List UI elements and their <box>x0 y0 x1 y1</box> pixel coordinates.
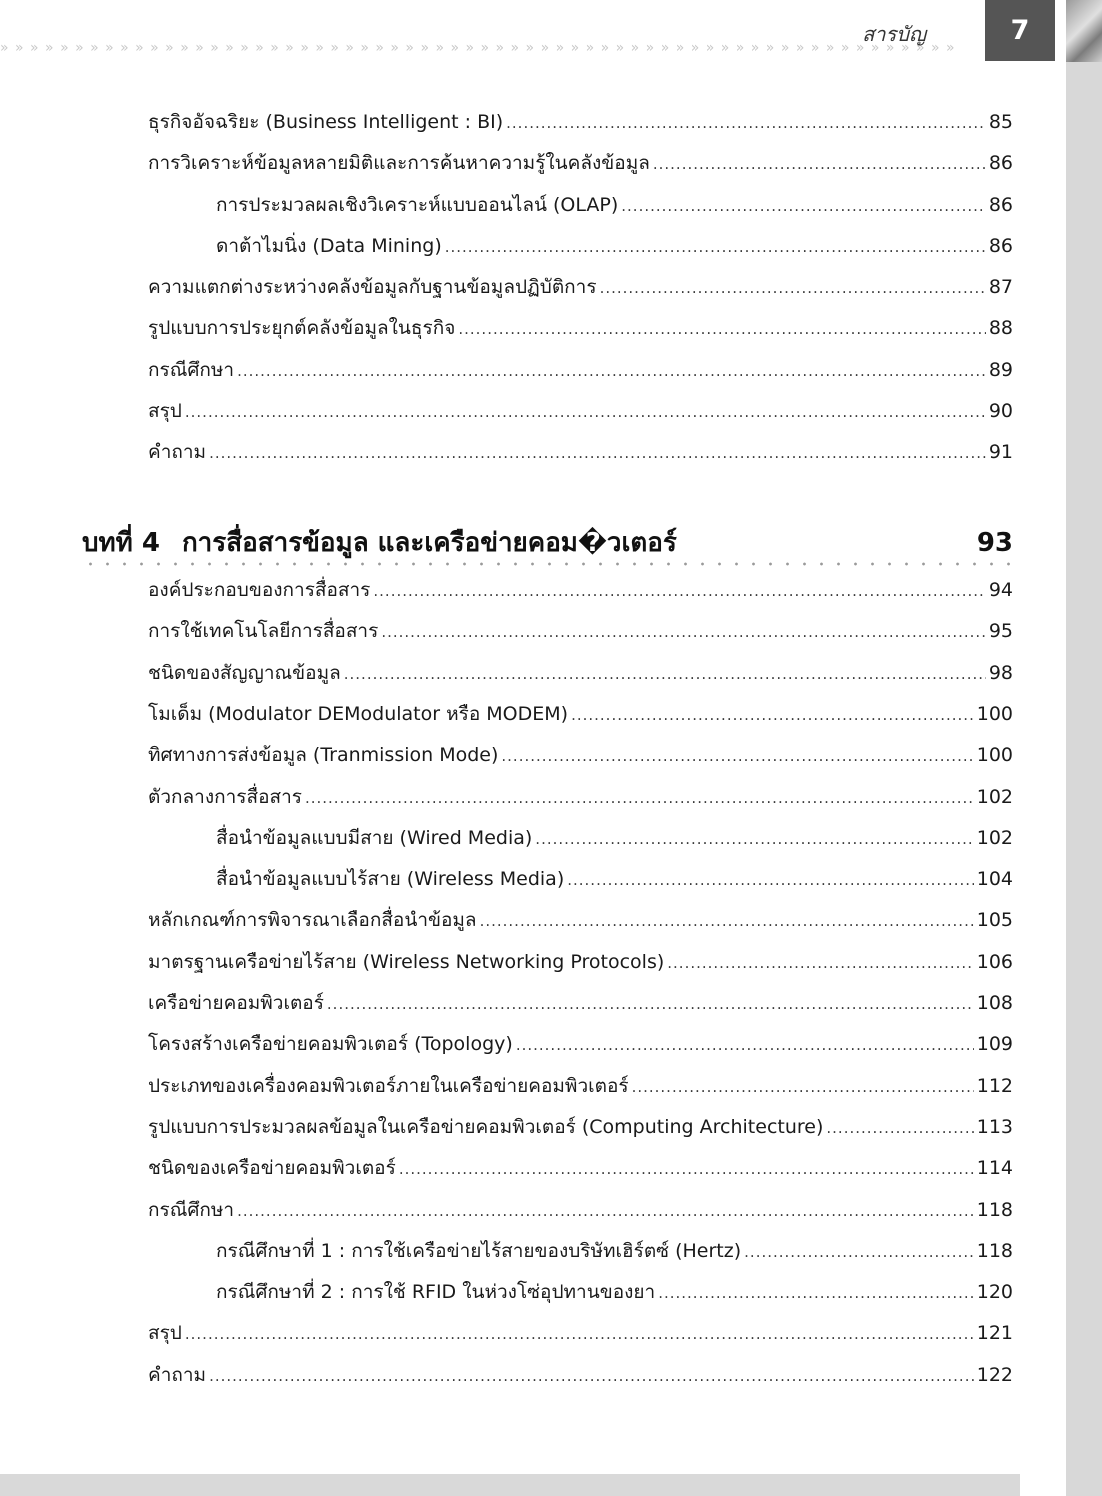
toc-entry[interactable] <box>148 616 1013 646</box>
entry-page-number: 120 <box>976 1281 1013 1304</box>
entry-title: มาตรฐานเครือข่ายไร้สาย (Wireless Networking Protocols) <box>148 950 665 973</box>
entry-page-number: 100 <box>976 744 1013 767</box>
entry-title: เครือข่ายคอมพิวเตอร์ <box>148 992 324 1014</box>
toc-entry[interactable] <box>148 1153 1013 1183</box>
toc-entry[interactable] <box>148 107 1013 137</box>
toc-entry[interactable] <box>148 313 1013 343</box>
entry-page-number: 122 <box>976 1363 1013 1386</box>
entry-page-number: 98 <box>988 661 1013 684</box>
entry-title: ตัวกลางการสื่อสาร <box>148 785 302 808</box>
dot-leader <box>621 191 986 221</box>
entry-title: คำถาม <box>148 441 207 463</box>
toc-entry[interactable] <box>148 740 1013 770</box>
entry-title: หลักเกณฑ์การพิจารณาเลือกสื่อนำข้อมูล <box>148 909 477 932</box>
entry-page-number: 100 <box>976 702 1013 725</box>
chapter-dotted-rule <box>82 562 1013 566</box>
chapter-title: การสื่อสารข้อมูล และเครือข่ายคอม�วเตอร์ <box>181 528 677 558</box>
bottom-bar <box>0 1474 1020 1496</box>
entry-title: โครงสร้างเครือข่ายคอมพิวเตอร์ (Topology) <box>148 1033 513 1056</box>
dot-leader <box>826 1113 973 1143</box>
dot-leader <box>458 314 985 344</box>
entry-page-number: 113 <box>976 1115 1013 1138</box>
entry-title: การประมวลผลเชิงวิเคราะห์แบบออนไลน์ (OLAP) <box>216 193 619 216</box>
toc-entry[interactable] <box>148 905 1013 935</box>
toc-entry[interactable] <box>148 355 1013 385</box>
entry-page-number: 102 <box>976 785 1013 808</box>
entry-page-number: 89 <box>988 358 1013 381</box>
entry-page-number: 121 <box>976 1322 1013 1345</box>
entry-page-number: 105 <box>976 909 1013 932</box>
entry-title: สรุป <box>148 399 182 422</box>
dot-leader <box>506 108 986 138</box>
entry-title: ความแตกต่างระหว่างคลังข้อมูลกับฐานข้อมูลปฏิบัติการ <box>148 276 597 298</box>
entry-page-number: 118 <box>976 1198 1013 1221</box>
dot-leader <box>501 741 973 771</box>
entry-title: ชนิดของสัญญาณข้อมูล <box>148 661 341 684</box>
dot-leader <box>632 1072 974 1102</box>
entry-page-number: 109 <box>976 1033 1013 1056</box>
toc-entry[interactable] <box>148 1071 1013 1101</box>
dot-leader <box>237 356 986 386</box>
entry-title: ทิศทางการส่งข้อมูล (Tranmission Mode) <box>148 744 499 767</box>
entry-page-number: 87 <box>988 276 1013 298</box>
entry-title: รูปแบบการประมวลผลข้อมูลในเครือข่ายคอมพิวเตอร์ (Computing Architecture) <box>148 1115 824 1138</box>
entry-title: ประเภทของเครื่องคอมพิวเตอร์ภายในเครือข่ายคอมพิวเตอร์ <box>148 1074 629 1097</box>
toc-subentry[interactable] <box>216 1236 1013 1266</box>
entry-title: สื่อนำข้อมูลแบบไร้สาย (Wireless Media) <box>216 868 565 891</box>
toc-subentry[interactable] <box>216 1277 1013 1307</box>
toc-entry[interactable] <box>148 782 1013 812</box>
entry-page-number: 86 <box>988 193 1013 216</box>
dot-leader <box>445 232 986 262</box>
dot-leader <box>658 1278 974 1308</box>
entry-page-number: 118 <box>976 1239 1013 1262</box>
toc-subentry[interactable] <box>216 231 1013 261</box>
dot-leader <box>237 1196 974 1226</box>
entry-title: กรณีศึกษาที่ 2 : การใช้ RFID ในห่วงโซ่อุปทานของยา <box>216 1281 656 1304</box>
chapter-heading[interactable] <box>82 522 1013 562</box>
dot-leader <box>600 273 986 303</box>
entry-page-number: 102 <box>976 826 1013 849</box>
toc-entry[interactable] <box>148 148 1013 178</box>
dot-leader <box>185 1319 974 1349</box>
entry-page-number: 95 <box>988 620 1013 643</box>
entry-page-number: 86 <box>988 234 1013 257</box>
toc-entry[interactable] <box>148 658 1013 688</box>
right-margin-strip <box>1066 0 1102 1496</box>
toc-entry[interactable] <box>148 575 1013 605</box>
entry-page-number: 106 <box>976 950 1013 973</box>
dot-leader <box>516 1030 974 1060</box>
chapter-number: บทที่ 4 <box>82 528 160 558</box>
toc-entry[interactable] <box>148 988 1013 1018</box>
entry-title: กรณีศึกษา <box>148 358 235 381</box>
toc-subentry[interactable] <box>216 190 1013 220</box>
entry-page-number: 85 <box>988 111 1013 133</box>
dot-leader <box>571 700 974 730</box>
entry-title: กรณีศึกษาที่ 1 : การใช้เครือข่ายไร้สายของบริษัทเฮิร์ตซ์ (Hertz) <box>216 1239 742 1262</box>
entry-page-number: 86 <box>988 152 1013 175</box>
chapter-page: 93 <box>976 528 1013 558</box>
toc-entry[interactable] <box>148 1318 1013 1348</box>
corner-photo <box>1066 0 1102 62</box>
header-arrow-pattern: » » » » » » » » » » » » » » » » » » » » » » » » » » » » » » » » » » » » » » » » » » » » » » » » » » » » » » » » » » » » » » » » <box>0 40 956 56</box>
page-number-box <box>985 0 1055 61</box>
entry-page-number: 104 <box>976 868 1013 891</box>
entry-page-number: 108 <box>976 992 1013 1014</box>
toc-entry[interactable] <box>148 396 1013 426</box>
entry-title: องค์ประกอบของการสื่อสาร <box>148 579 371 601</box>
dot-leader <box>399 1154 974 1184</box>
entry-title: สื่อนำข้อมูลแบบมีสาย (Wired Media) <box>216 826 533 849</box>
page-number: 7 <box>1010 15 1030 46</box>
entry-title: การวิเคราะห์ข้อมูลหลายมิติและการค้นหาความรู้ในคลังข้อมูล <box>148 152 650 175</box>
section-label: สารบัญ <box>862 22 926 46</box>
dot-leader <box>185 397 986 427</box>
entry-page-number: 112 <box>976 1074 1013 1097</box>
dot-leader <box>653 149 986 179</box>
toc-entry[interactable] <box>148 1029 1013 1059</box>
entry-title: คำถาม <box>148 1363 207 1386</box>
toc-entry[interactable] <box>148 699 1013 729</box>
entry-page-number: 88 <box>988 317 1013 340</box>
entry-title: ดาต้าไมนิ่ง (Data Mining) <box>216 234 442 257</box>
toc-subentry[interactable] <box>216 864 1013 894</box>
entry-title: โมเด็ม (Modulator DEModulator หรือ MODEM) <box>148 702 569 725</box>
dot-leader <box>373 576 985 606</box>
dot-leader <box>327 989 974 1019</box>
entry-page-number: 94 <box>988 579 1013 601</box>
entry-title: รูปแบบการประยุกต์คลังข้อมูลในธุรกิจ <box>148 317 456 340</box>
entry-page-number: 91 <box>988 441 1013 463</box>
dot-leader <box>305 783 974 813</box>
entry-title: การใช้เทคโนโลยีการสื่อสาร <box>148 620 379 643</box>
entry-title: กรณีศึกษา <box>148 1198 235 1221</box>
dot-leader <box>344 659 986 689</box>
dot-leader <box>209 1361 974 1391</box>
entry-page-number: 90 <box>988 399 1013 422</box>
entry-page-number: 114 <box>976 1157 1013 1180</box>
toc-subentry[interactable] <box>216 823 1013 853</box>
toc-entry[interactable] <box>148 272 1013 302</box>
dot-leader <box>567 865 974 895</box>
toc-entry[interactable] <box>148 1360 1013 1390</box>
toc-entry[interactable] <box>148 437 1013 467</box>
dot-leader <box>480 906 974 936</box>
toc-entry[interactable] <box>148 947 1013 977</box>
dot-leader <box>667 948 973 978</box>
entry-title: ธุรกิจอัจฉริยะ (Business Intelligent : BI) <box>148 111 504 133</box>
dot-leader <box>209 438 986 468</box>
dot-leader <box>744 1237 974 1267</box>
entry-title: สรุป <box>148 1322 182 1345</box>
dot-leader <box>381 617 986 647</box>
dot-leader <box>535 824 973 854</box>
toc-entry[interactable] <box>148 1195 1013 1225</box>
toc-entry[interactable] <box>148 1112 1013 1142</box>
entry-title: ชนิดของเครือข่ายคอมพิวเตอร์ <box>148 1157 396 1180</box>
